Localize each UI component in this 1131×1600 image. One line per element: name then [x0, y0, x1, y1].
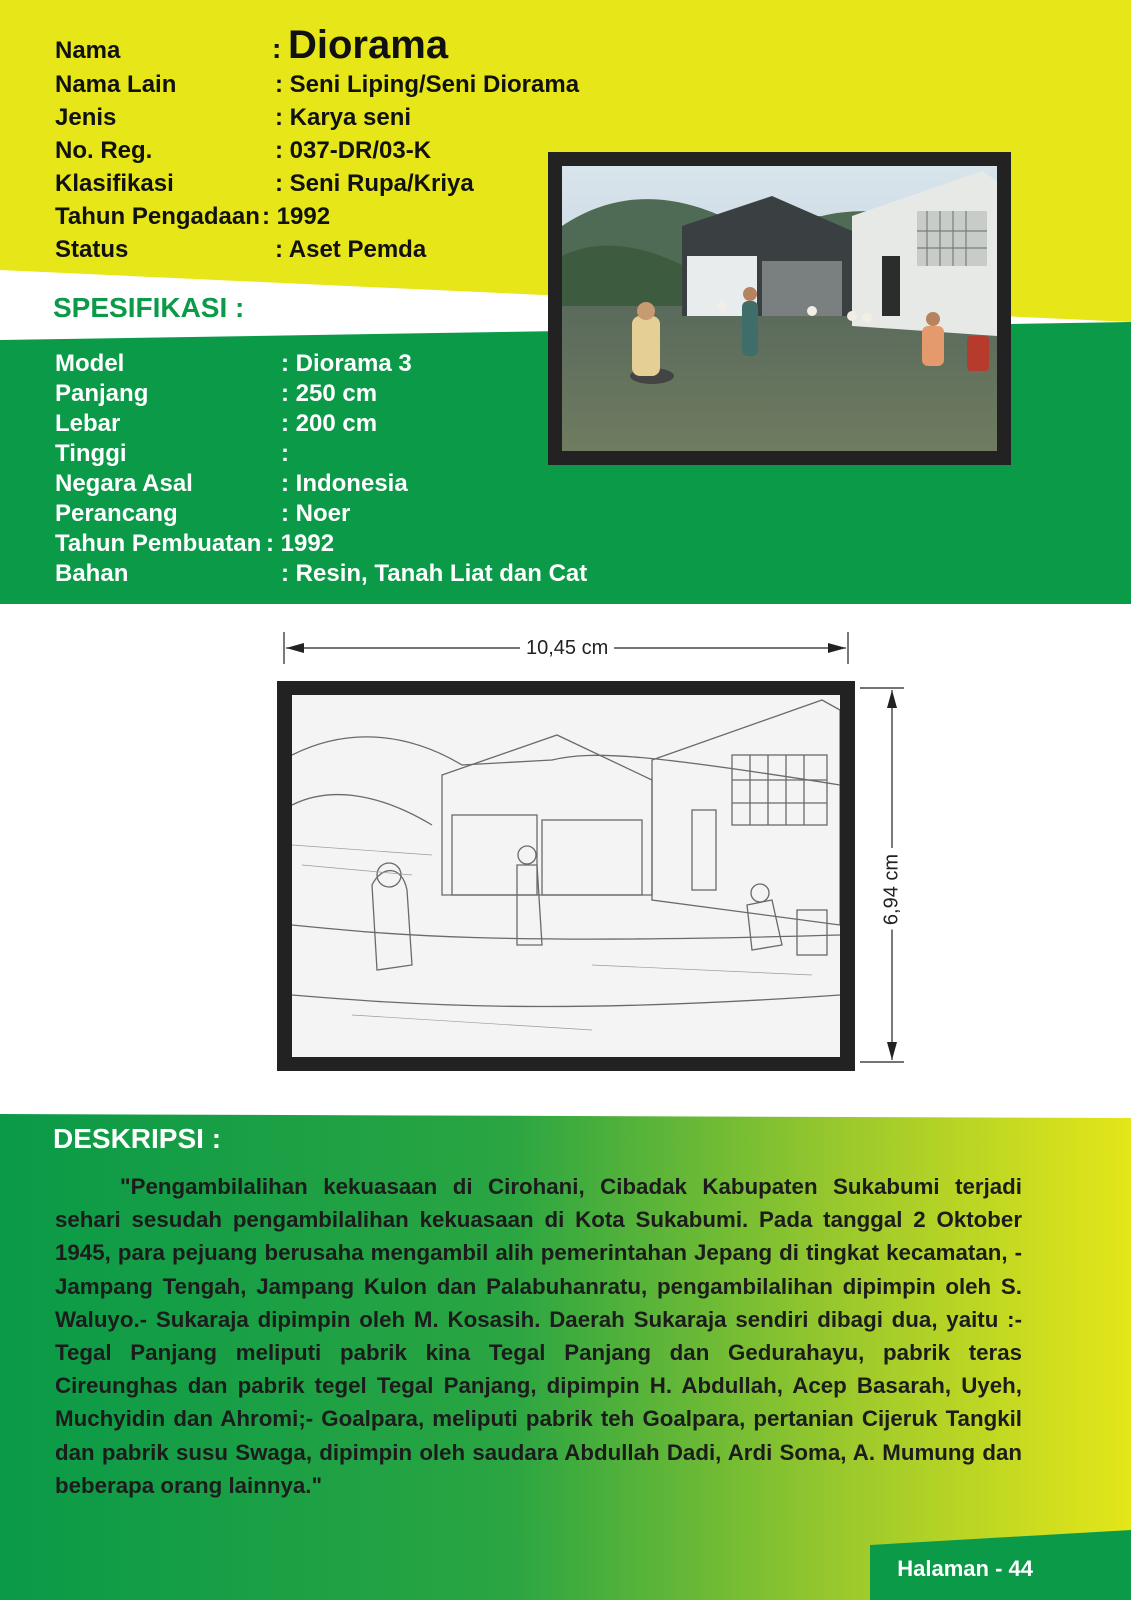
diorama-sketch — [277, 681, 855, 1071]
info-label: No. Reg. — [55, 137, 153, 164]
spec-value: : Diorama 3 — [281, 350, 412, 377]
info-value: : Aset Pemda — [275, 236, 427, 263]
spec-label: Tinggi — [55, 440, 127, 467]
info-value — [272, 23, 448, 68]
spec-label: Negara Asal — [55, 470, 193, 497]
spec-value: : 1992 — [266, 530, 335, 557]
diorama-photo-scene — [562, 166, 997, 451]
spec-value: : Noer — [281, 500, 351, 527]
spec-label: Panjang — [55, 380, 149, 407]
page-title: Diorama — [288, 23, 449, 67]
info-value: : Karya seni — [275, 104, 412, 131]
spec-value: : Resin, Tanah Liat dan Cat — [281, 560, 588, 587]
spec-value: : 200 cm — [281, 410, 378, 437]
info-label: Jenis — [55, 104, 117, 131]
diorama-sketch-scene — [292, 695, 840, 1057]
spec-label: Bahan — [55, 560, 129, 587]
info-value: : Seni Liping/Seni Diorama — [275, 71, 580, 98]
height-dimension-label-box — [872, 848, 912, 928]
info-colon: : — [272, 33, 282, 64]
spesifikasi-title: SPESIFIKASI : — [53, 292, 245, 323]
spec-label: Tahun Pembuatan — [55, 530, 262, 557]
spec-label: Perancang — [55, 500, 178, 527]
spec-value: : Indonesia — [281, 470, 408, 497]
deskripsi-text: "Pengambilalihan kekuasaan di Cirohani, Cibadak Kabupaten Sukabumi terjadi sehari sesudah pengambilalihan kekuasaan di Kota Sukabumi. Pada tanggal 2 Oktober 1945, para pejuang berusaha mengambil alih pemerintahan Jepang di tingkat kecamatan, - Jampang Tengah, Jampang Kulon dan Palabuhanratu, pengambilalihan dipimpin oleh S. Waluyo.- Sukaraja dipimpin oleh M. Kosasih. Daerah Sukaraja sendiri dibagi dua, yaitu :- Tegal Panjang meliputi pabrik kina Tegal Panjang dan Gedurahayu, pabrik teras Cireunghas dan pabrik tegel Tegal Panjang, dipimpin H. Abdullah, Acep Basarah, Uyeh, Muchyidin dan Ahromi;- Goalpara, meliputi pabrik teh Goalpara, pertanian Cijeruk Tangkil dan pabrik susu Swaga, dipimpin oleh saudara Abdullah Dadi, Ardi Soma, A. Mumung dan beberapa orang lainnya." — [55, 1174, 1022, 1498]
page-number: Halaman - 44 — [897, 1556, 1033, 1581]
info-label: Nama Lain — [55, 71, 177, 98]
info-label: Status — [55, 236, 129, 263]
info-label: Klasifikasi — [55, 170, 174, 197]
width-dimension-label: 10,45 cm — [520, 637, 614, 660]
info-label: Tahun Pengadaan — [55, 203, 260, 230]
info-value: : Seni Rupa/Kriya — [275, 170, 474, 197]
deskripsi-title: DESKRIPSI : — [53, 1123, 222, 1154]
spec-label: Lebar — [55, 410, 121, 437]
height-dimension-label: 6,94 cm — [881, 850, 904, 930]
info-value: : 037-DR/03-K — [275, 137, 432, 164]
spec-value: : — [281, 440, 289, 467]
info-label: Nama — [55, 37, 121, 64]
spec-label: Model — [55, 350, 125, 377]
spec-value: : 250 cm — [281, 380, 378, 407]
info-value: : 1992 — [262, 203, 331, 230]
diorama-photo — [548, 152, 1011, 465]
